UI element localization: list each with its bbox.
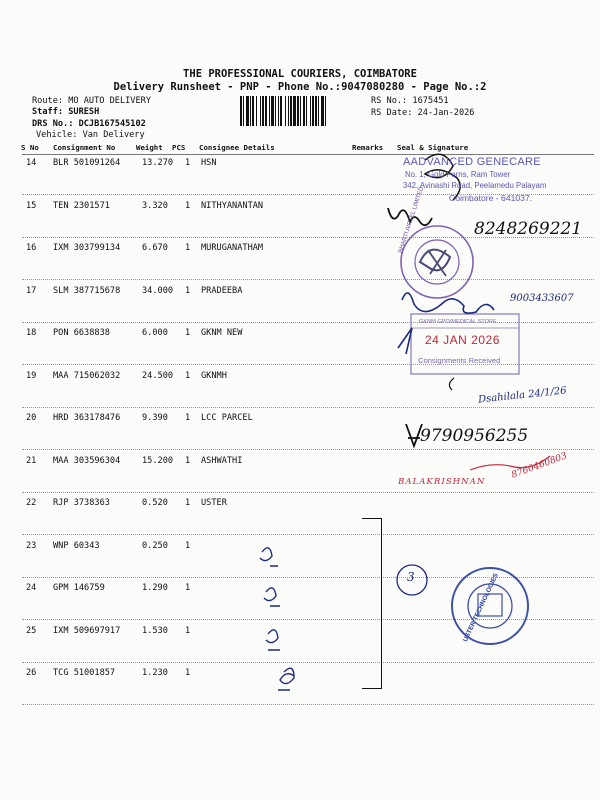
row-sno: 17 [26, 285, 37, 296]
signature-bracket [381, 518, 382, 688]
col-weight: Weight [136, 143, 163, 152]
gknm-stamp-header: GKNM GPO/MEDICAL STORE [419, 319, 497, 325]
row-weight: 3.320 [142, 200, 168, 211]
row-pcs: 1 [185, 540, 191, 551]
genecare-stamp-name: AADVANCED GENECARE [403, 156, 541, 168]
row-weight: 1.230 [142, 668, 168, 678]
table-row [0, 456, 600, 496]
row-separator [22, 322, 594, 323]
row-pcs: 1 [185, 370, 191, 381]
row-weight: 0.520 [142, 498, 168, 508]
barcode [240, 96, 366, 126]
company-title: THE PROFESSIONAL COURIERS, COIMBATORE [183, 68, 417, 80]
row-weight: 6.670 [142, 243, 168, 253]
hw-sig-20: Dsahilala 24/1/26 [477, 385, 568, 406]
table-row [0, 286, 600, 326]
col-remarks: Remarks [352, 143, 384, 152]
row-separator [22, 619, 594, 620]
col-sno: S No [21, 143, 39, 152]
row-pcs: 1 [185, 413, 191, 423]
row-pcs: 1 [185, 328, 191, 338]
hw-name-22: BALAKRISHNAN [398, 477, 486, 487]
row-weight: 0.250 [142, 540, 168, 551]
genecare-stamp-line4: Coimbatore - 641037. [449, 193, 533, 203]
row-separator [22, 279, 594, 280]
hw-phone-22: 8760460803 [509, 450, 569, 481]
hw-phone-21: 9790956255 [420, 426, 529, 446]
table-row [0, 498, 600, 538]
airtel-stamp-text: BHARTI AIRTEL LIMITED [398, 186, 426, 254]
table-row [0, 668, 600, 708]
bracket-bottom [362, 688, 382, 689]
row-sno: 16 [26, 243, 37, 253]
row-pcs: 1 [185, 583, 191, 593]
row-consignment-no: HRD 363178476 [53, 413, 121, 423]
rs-date: RS Date: 24-Jan-2026 [371, 108, 475, 118]
row-consignment-no: MAA 303596304 [53, 455, 121, 466]
genecare-stamp-line3: 342, Avinashi Road, Peelamedu Palayam [403, 181, 547, 190]
row-consignee: PRADEEBA [201, 285, 243, 296]
hw-phone-16: 8248269221 [474, 219, 583, 239]
row-sno: 26 [26, 668, 37, 678]
row-pcs: 1 [185, 158, 191, 168]
gknm-stamp-date: 24 JAN 2026 [425, 333, 500, 347]
col-consignee: Consignee Details [199, 143, 275, 152]
row-consignment-no: IXM 303799134 [53, 243, 121, 253]
row-weight: 13.270 [142, 158, 174, 168]
row-consignee: USTER [201, 498, 227, 508]
uster-stamp-text: USTER TECHNOLOGIES [462, 572, 500, 643]
row-consignment-no: GPM 146759 [53, 583, 105, 593]
row-weight: 9.390 [142, 413, 168, 423]
staff-label: Staff: SURESH [32, 107, 100, 117]
gknm-stamp-label: Consignments Received [418, 356, 501, 365]
row-consignee: GKNMH [201, 370, 227, 381]
row-separator [22, 662, 594, 663]
row-separator [22, 492, 594, 493]
row-pcs: 1 [185, 498, 191, 508]
row-sno: 20 [26, 413, 37, 423]
row-sno: 25 [26, 625, 37, 636]
row-consignee: MURUGANATHAM [201, 243, 264, 253]
runsheet-subtitle: Delivery Runsheet - PNP - Phone No.:9047080280 - Page No.:2 [113, 81, 487, 93]
table-row [0, 583, 600, 623]
col-pcs: PCS [172, 143, 186, 152]
row-pcs: 1 [185, 243, 191, 253]
row-sno: 18 [26, 328, 37, 338]
row-pcs: 1 [185, 668, 191, 678]
row-weight: 24.500 [142, 370, 174, 381]
row-consignment-no: RJP 3738363 [53, 498, 110, 508]
row-consignment-no: SLM 387715678 [53, 285, 121, 296]
row-consignment-no: MAA 715062032 [53, 370, 121, 381]
row-separator [22, 364, 594, 365]
table-row [0, 243, 600, 283]
row-consignment-no: PON 6638838 [53, 328, 110, 338]
row-weight: 1.290 [142, 583, 168, 593]
table-row [0, 541, 600, 581]
row-consignment-no: IXM 509697917 [53, 625, 121, 636]
row-weight: 1.530 [142, 625, 168, 636]
col-seal: Seal & Signature [397, 143, 469, 152]
row-separator [22, 704, 594, 705]
row-consignment-no: WNP 60343 [53, 540, 100, 551]
row-consignment-no: TCG 51001857 [53, 668, 116, 678]
row-consignment-no: TEN 2301571 [53, 200, 110, 211]
row-sno: 15 [26, 200, 37, 211]
row-consignment-no: BLR 501091264 [53, 158, 121, 168]
drs-number: DRS No.: DCJB167545102 [32, 119, 146, 129]
row-pcs: 1 [185, 285, 191, 296]
hw-circle-num: 3 [407, 570, 415, 584]
row-consignee: ASHWATHI [201, 455, 243, 466]
row-sno: 22 [26, 498, 37, 508]
row-sno: 21 [26, 455, 37, 466]
row-pcs: 1 [185, 200, 191, 211]
row-weight: 15.200 [142, 455, 174, 466]
col-consignment: Consignment No [53, 143, 116, 152]
header-rule [22, 154, 594, 155]
bracket-top [362, 518, 382, 519]
row-consignee: LCC PARCEL [201, 413, 253, 423]
row-consignee: HSN [201, 158, 217, 168]
row-separator [22, 534, 594, 535]
row-separator [22, 407, 594, 408]
row-consignee: GKNM NEW [201, 328, 243, 338]
row-weight: 34.000 [142, 285, 174, 296]
row-separator [22, 577, 594, 578]
row-sno: 23 [26, 540, 37, 551]
row-pcs: 1 [185, 455, 191, 466]
row-sno: 19 [26, 370, 37, 381]
row-pcs: 1 [185, 625, 191, 636]
route-label: Route: MO AUTO DELIVERY [32, 96, 151, 106]
row-weight: 6.000 [142, 328, 168, 338]
table-row [0, 626, 600, 666]
row-separator [22, 449, 594, 450]
rs-number: RS No.: 1675451 [371, 96, 449, 106]
row-sno: 24 [26, 583, 37, 593]
row-sno: 14 [26, 158, 37, 168]
hw-phone-17: 9003433607 [510, 293, 574, 304]
vehicle-label: Vehicle: Van Delivery [36, 130, 145, 140]
table-row [0, 328, 600, 368]
genecare-stamp-line2: No. 1, Gold Ferns, Ram Tower [405, 170, 511, 179]
row-consignee: NITHYANANTAN [201, 200, 264, 211]
